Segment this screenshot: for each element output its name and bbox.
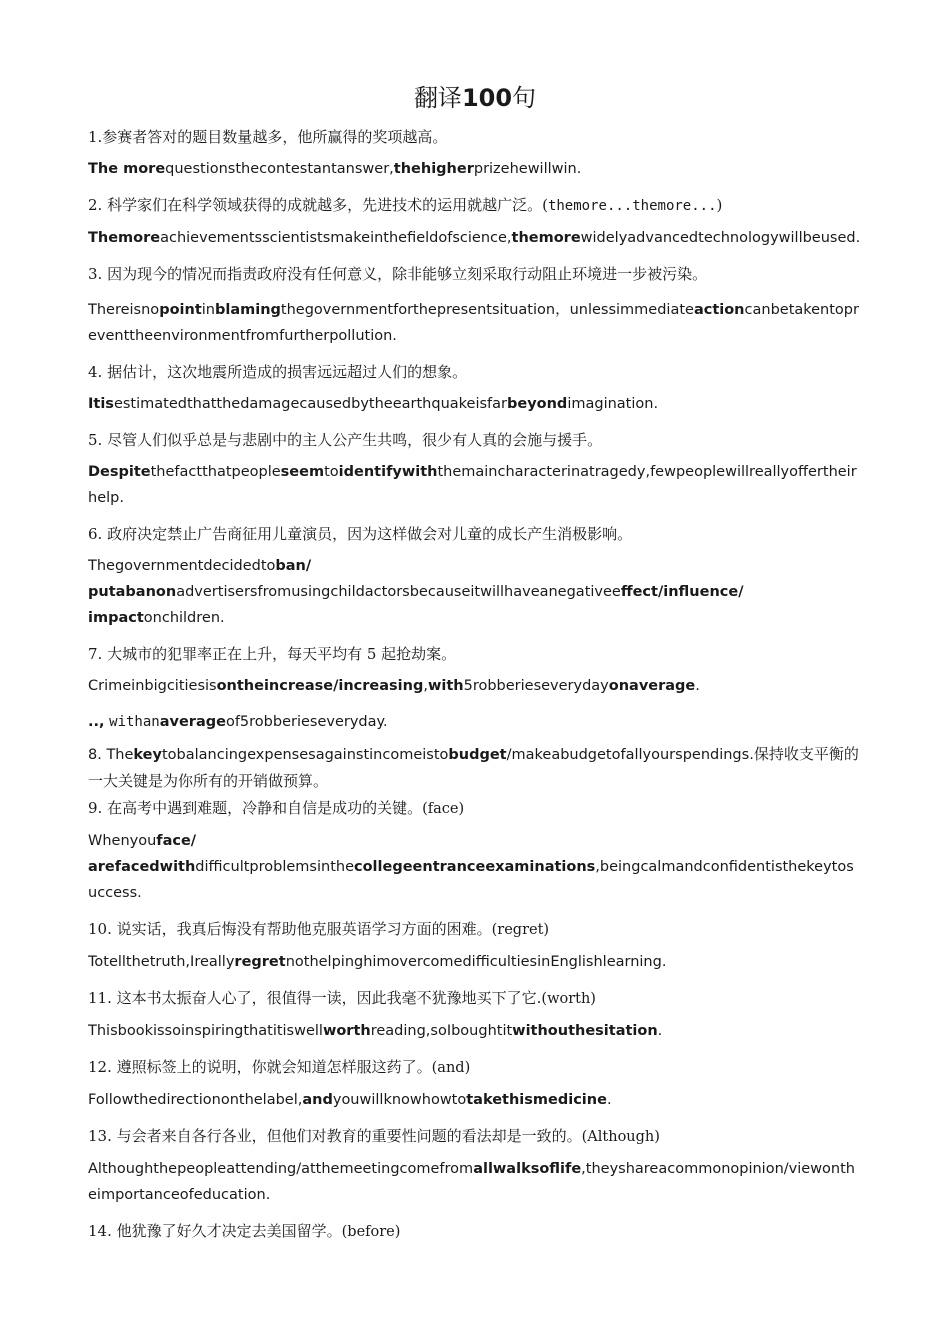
item-7-alt: .., withanaverageof5robberieseveryday. (88, 714, 388, 730)
item-9-cn: 9. 在高考中遇到难题，冷静和自信是成功的关键。(face) (88, 799, 465, 817)
item-4-en: Itisestimatedthatthedamagecausedbytheearthquakeisfarbeyondimagination. (88, 396, 659, 412)
item-12-en: Followthedirectiononthelabel,andyouwillknowhowtotakethismedicine. (88, 1092, 612, 1108)
title-number: 100 (461, 84, 513, 112)
sentence-list (88, 124, 862, 1245)
page-title (0, 82, 950, 114)
item-13-cn: 13. 与会者来自各行各业，但他们对教育的重要性问题的看法却是一致的。(Although) (88, 1127, 660, 1145)
item-3-en: Thereisnopointinblamingthegovernmentforthepresentsituation，unlessimmediateactioncanbetakentopreventtheenvironmentfromfurtherpollution. (88, 302, 859, 344)
item-13-en: Althoughthepeopleattending/atthemeetingcomefromallwalksoflife,theyshareacommonopinion/viewontheimportanceofeducation. (88, 1161, 855, 1203)
item-8-en: 8. Thekeytobalancingexpensesagainstincomeistobudget/makeabudgetofallyourspendings.保持收支平衡的一大关键是为你所有的开销做预算。 (88, 745, 859, 790)
item-7-en: Crimeinbigcitiesisontheincrease/increasing,with5robberieseverydayonaverage. (88, 678, 700, 694)
item-5-cn: 5. 尽管人们似乎总是与悲剧中的主人公产生共鸣，很少有人真的会施与援手。 (88, 431, 603, 449)
item-14-cn: 14. 他犹豫了好久才决定去美国留学。(before) (88, 1222, 401, 1240)
title-prefix: 翻译 (413, 84, 462, 112)
item-4-cn: 4. 据估计，这次地震所造成的损害远远超过人们的想象。 (88, 363, 468, 381)
item-10-en: Totellthetruth,IreallyregretnothelpinghimovercomedifficultiesinEnglishlearning. (88, 954, 667, 970)
item-2-cn: 2. 科学家们在科学领域获得的成就越多，先进技术的运用就越广泛。(themore...themore...) (88, 196, 723, 214)
item-3-cn: 3. 因为现今的情况而指责政府没有任何意义，除非能够立刻采取行动阻止环境进一步被污染。 (88, 265, 708, 283)
item-1-en: The morequestionsthecontestantanswer,thehigherprizehewillwin. (88, 161, 582, 177)
item-9-en: Whenyouface/ arefacedwithdifficultproblemsinthecollegeentranceexaminations,beingcalmandconfidentisthekeytosuccess. (88, 833, 854, 901)
item-11-en: Thisbookissoinspiringthatitiswellworthreading,soIboughtitwithouthesitation. (88, 1023, 663, 1039)
item-6-cn: 6. 政府决定禁止广告商征用儿童演员，因为这样做会对儿童的成长产生消极影响。 (88, 525, 633, 543)
title-suffix: 句 (512, 84, 537, 112)
item-6-en: Thegovernmentdecidedtoban/ putabanonadvertisersfromusingchildactorsbecauseitwillhaveanegativeeffect/influence/ impactonchildren. (88, 558, 744, 626)
item-1-cn: 1.参赛者答对的题目数量越多，他所赢得的奖项越高。 (88, 128, 448, 146)
item-5-en: Despitethefactthatpeopleseemtoidentifywiththemaincharacterinatragedy,fewpeoplewillreallyoffertheirhelp. (88, 464, 857, 506)
item-2-en: Themoreachievementsscientistsmakeinthefieldofscience,themorewidelyadvancedtechnologywillbeused. (88, 230, 861, 246)
item-11-cn: 11. 这本书太振奋人心了，很值得一读，因此我毫不犹豫地买下了它.(worth) (88, 989, 596, 1007)
item-7-cn: 7. 大城市的犯罪率正在上升，每天平均有 5 起抢劫案。 (88, 645, 457, 663)
item-12-cn: 12. 遵照标签上的说明，你就会知道怎样服这药了。(and) (88, 1058, 471, 1076)
item-10-cn: 10. 说实话，我真后悔没有帮助他克服英语学习方面的困难。(regret) (88, 920, 550, 938)
